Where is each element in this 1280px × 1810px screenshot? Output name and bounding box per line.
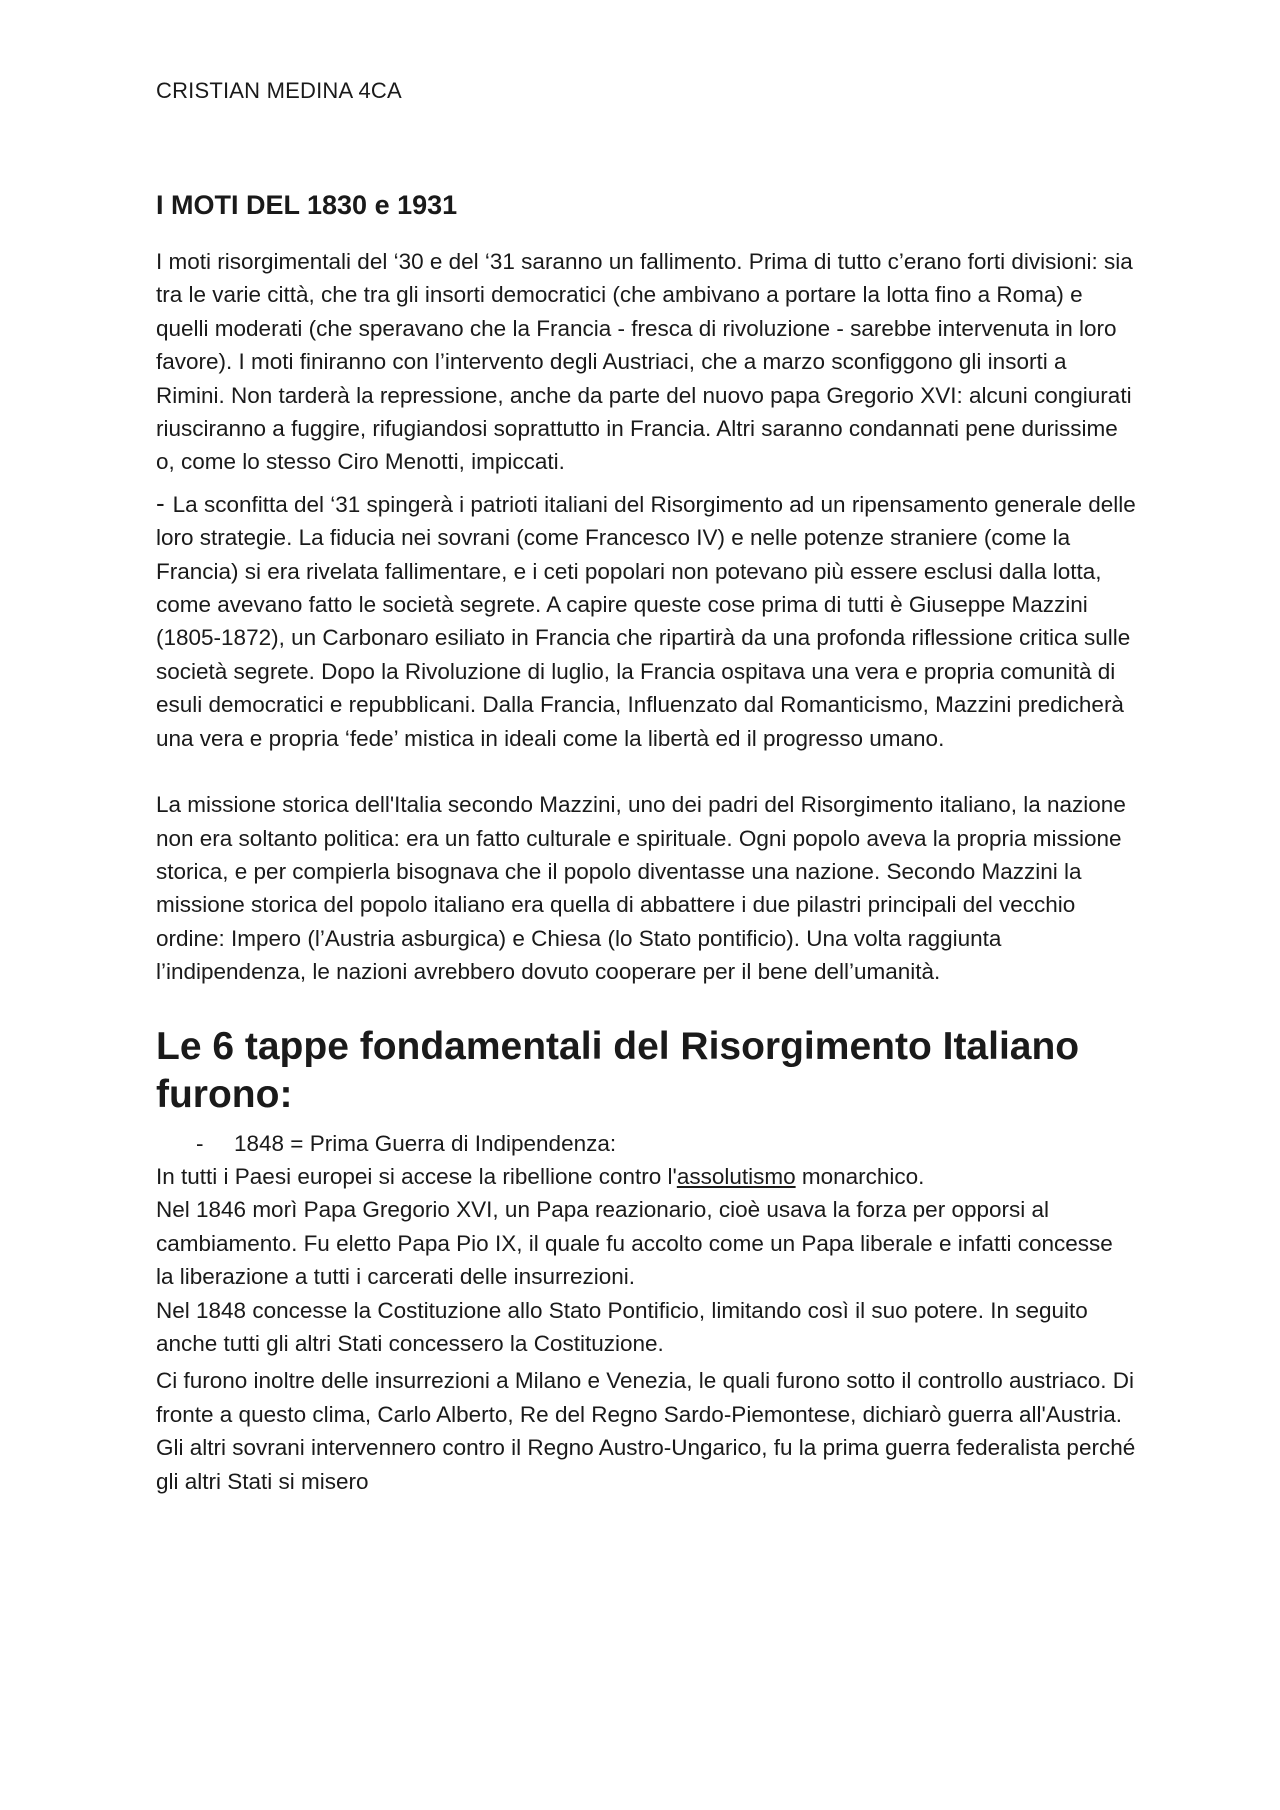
paragraph-insurrezioni: Ci furono inoltre delle insurrezioni a Milano e Venezia, le quali furono sotto il controllo austriaco. Di fronte a questo clima, Carlo Alberto, Re del Regno Sardo-Piemontese, dichiarò guerra all'Austria. Gli altri sovrani intervennero contro il Regno Austro-Ungarico, fu la prima guerra federalista perché gli altri Stati si misero: [156, 1368, 1136, 1494]
spacer: [156, 755, 1136, 788]
author-header: CRISTIAN MEDINA 4CA: [156, 78, 402, 103]
paragraph-missione: La missione storica dell'Italia secondo Mazzini, uno dei padri del Risorgimento italiano, la nazione non era soltanto politica: era un fatto culturale e spirituale. Ogni popolo aveva la propria missione storica, e per compierla bisognava che il popolo diventasse una nazione. Secondo Mazzini la missione storica del popolo italiano era quella di abbattere i due pilastri principali del vecchio ordine: Impero (l’Austria asburgica) e Chiesa (lo Stato pontificio). Una volta raggiunta l’indipendenza, le nazioni avrebbero dovuto cooperare per il bene dell’umanità.: [156, 792, 1126, 985]
document-body: [156, 190, 1136, 1498]
section-title-moti: I MOTI DEL 1830 e 1931: [156, 190, 458, 220]
paragraph-assolutismo: [156, 1160, 1136, 1193]
paragraph-papa: Nel 1846 morì Papa Gregorio XVI, un Papa reazionario, cioè usava la forza per opporsi al cambiamento. Fu eletto Papa Pio IX, il quale fu accolto come un Papa liberale e infatti concesse la liberazione a tutti i carcerati delle insurrezioni.: [156, 1197, 1113, 1290]
text-before-link: In tutti i Paesi europei si accese la ribellione contro l': [156, 1163, 677, 1189]
list-item-text: 1848 = Prima Guerra di Indipendenza:: [234, 1130, 617, 1156]
paragraph-costituzione: Nel 1848 concesse la Costituzione allo Stato Pontificio, limitando così il suo potere. In seguito anche tutti gli altri Stati concessero la Costituzione.: [156, 1297, 1088, 1356]
list-item-1848: [156, 1127, 1136, 1160]
text-after-link: monarchico.: [795, 1163, 925, 1189]
paragraph-sconfitta: [156, 487, 1136, 755]
dash-marker: -: [156, 487, 165, 518]
paragraph-moti-intro: I moti risorgimentali del ‘30 e del ‘31 saranno un fallimento. Prima di tutto c’erano forti divisioni: sia tra le varie città, che tra gli insorti democratici (che ambivano a portare la lotta fino a Roma) e quelli moderati (che speravano che la Francia - fresca di rivoluzione - sarebbe intervenuta in loro favore). I moti finiranno con l’intervento degli Austriaci, che a marzo sconfiggono gli insorti a Rimini. Non tarderà la repressione, anche da parte del nuovo papa Gregorio XVI: alcuni congiurati riusciranno a fuggire, rifugiandosi soprattutto in Francia. Altri saranno condannati pene durissime o, come lo stesso Ciro Menotti, impiccati.: [156, 249, 1133, 475]
section-title-tappe: Le 6 tappe fondamentali del Risorgimento Italiano furono:: [156, 1024, 1080, 1116]
spacer: [156, 479, 1136, 487]
paragraph-sconfitta-text: La sconfitta del ‘31 spingerà i patrioti italiani del Risorgimento ad un ripensamento generale delle loro strategie. La fiducia nei sovrani (come Francesco IV) e nelle potenze straniere (come la Francia) si era rivelata fallimentare, e i ceti popolari non potevano più essere esclusi dalla lotta, come avevano fatto le società segrete. A capire queste cose prima di tutti è Giuseppe Mazzini (1805-1872), un Carbonaro esiliato in Francia che ripartirà da una profonda riflessione critica sulle società segrete. Dopo la Rivoluzione di luglio, la Francia ospitava una vera e propria comunità di esuli democratici e repubblicani. Dalla Francia, Influenzato dal Romanticismo, Mazzini predicherà una vera e propria ‘fede’ mistica in ideali come la libertà ed il progresso umano.: [156, 491, 1136, 751]
assolutismo-link[interactable]: assolutismo: [676, 1163, 796, 1189]
list-bullet: -: [196, 1130, 204, 1156]
